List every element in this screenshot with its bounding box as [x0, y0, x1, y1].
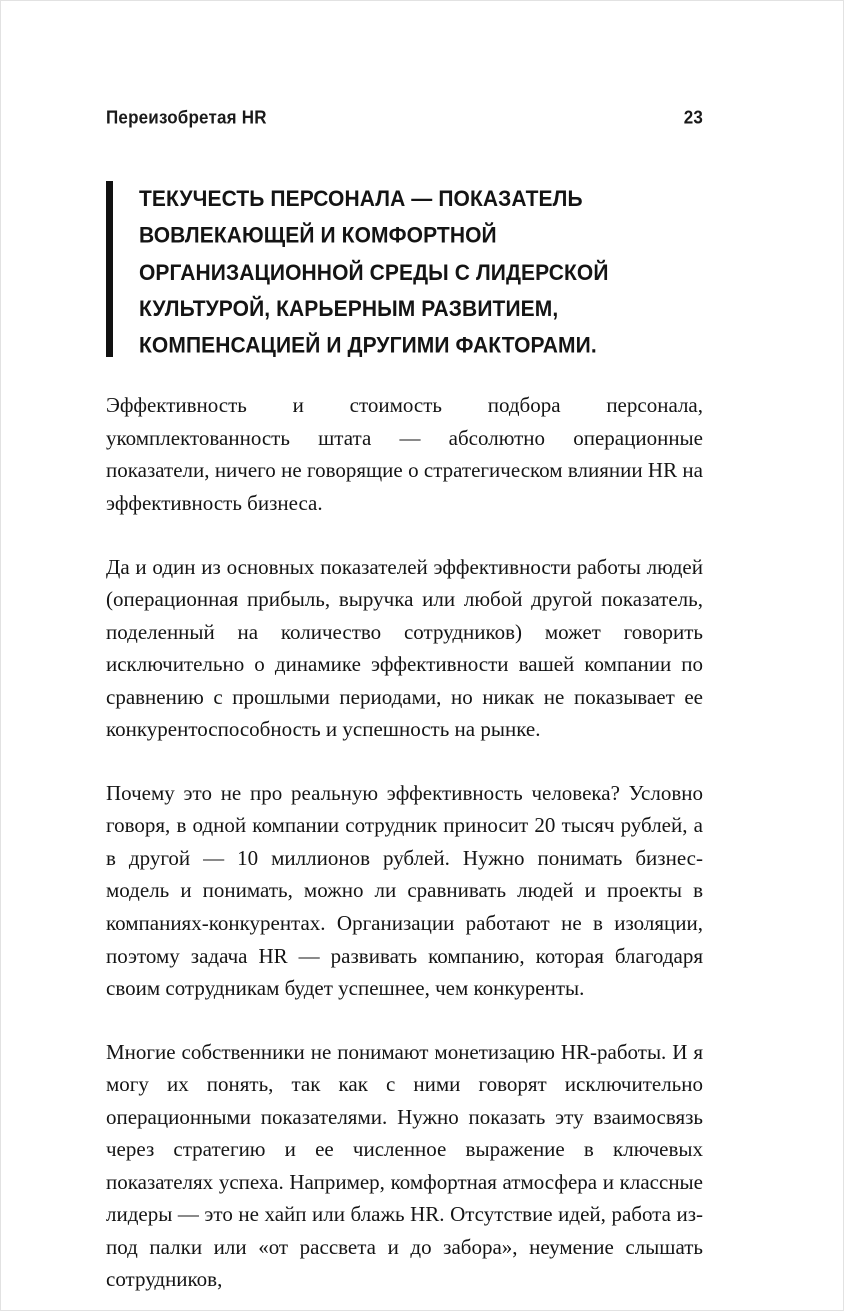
paragraph: Почему это не про реальную эффективность человека? Условно говоря, в одной компании сотрудник приносит 20 тысяч рублей, а в другой — 10 миллионов рублей. Нужно понимать бизнес-модель и понимать, можно ли сравнивать людей и проекты в компаниях-конкурентах. Организации работают не в изоляции, поэтому задача HR — развивать компанию, которая благодаря своим сотрудникам будет успешнее, чем конкуренты. [106, 780, 703, 1001]
page-content [106, 109, 703, 1296]
running-title: Переизобретая HR [106, 107, 267, 128]
pull-quote-text: ТЕКУЧЕСТЬ ПЕРСОНАЛА — ПОКАЗАТЕЛЬ ВОВЛЕКАЮЩЕЙ И КОМФОРТНОЙ ОРГАНИЗАЦИОННОЙ СРЕДЫ С ЛИДЕРСКОЙ КУЛЬТУРОЙ, КАРЬЕРНЫМ РАЗВИТИЕМ, КОМПЕНСАЦИЕЙ И ДРУГИМИ ФАКТОРАМИ. [139, 187, 609, 358]
running-head [106, 109, 703, 129]
paragraph: Эффективность и стоимость подбора персонала, укомплектованность штата — абсолютно операционные показатели, ничего не говорящие о стратегическом влиянии HR на эффективность бизнеса. [106, 393, 703, 515]
pull-quote [106, 181, 703, 357]
paragraph: Многие собственники не понимают монетизацию HR-работы. И я могу их понять, так как с ними говорят исключительно операционными показателями. Нужно показать эту взаимосвязь через стратегию и ее численное выражение в ключевых показателях успеха. Например, комфортная атмосфера и классные лидеры — это не хайп или блажь HR. Отсутствие идей, работа из-под палки или «от рассвета и до забора», неумение слышать сотрудников, [106, 1039, 703, 1292]
quote-left-bar [106, 181, 113, 357]
body-text [106, 389, 703, 1296]
page-number: 23 [683, 107, 703, 128]
paragraph: Да и один из основных показателей эффективности работы людей (операционная прибыль, выручка или любой другой показатель, поделенный на количество сотрудников) может говорить исключительно о динамике эффективности вашей компании по сравнению с прошлыми периодами, но никак не показывает ее конкурентоспособность и успешность на рынке. [106, 554, 703, 742]
